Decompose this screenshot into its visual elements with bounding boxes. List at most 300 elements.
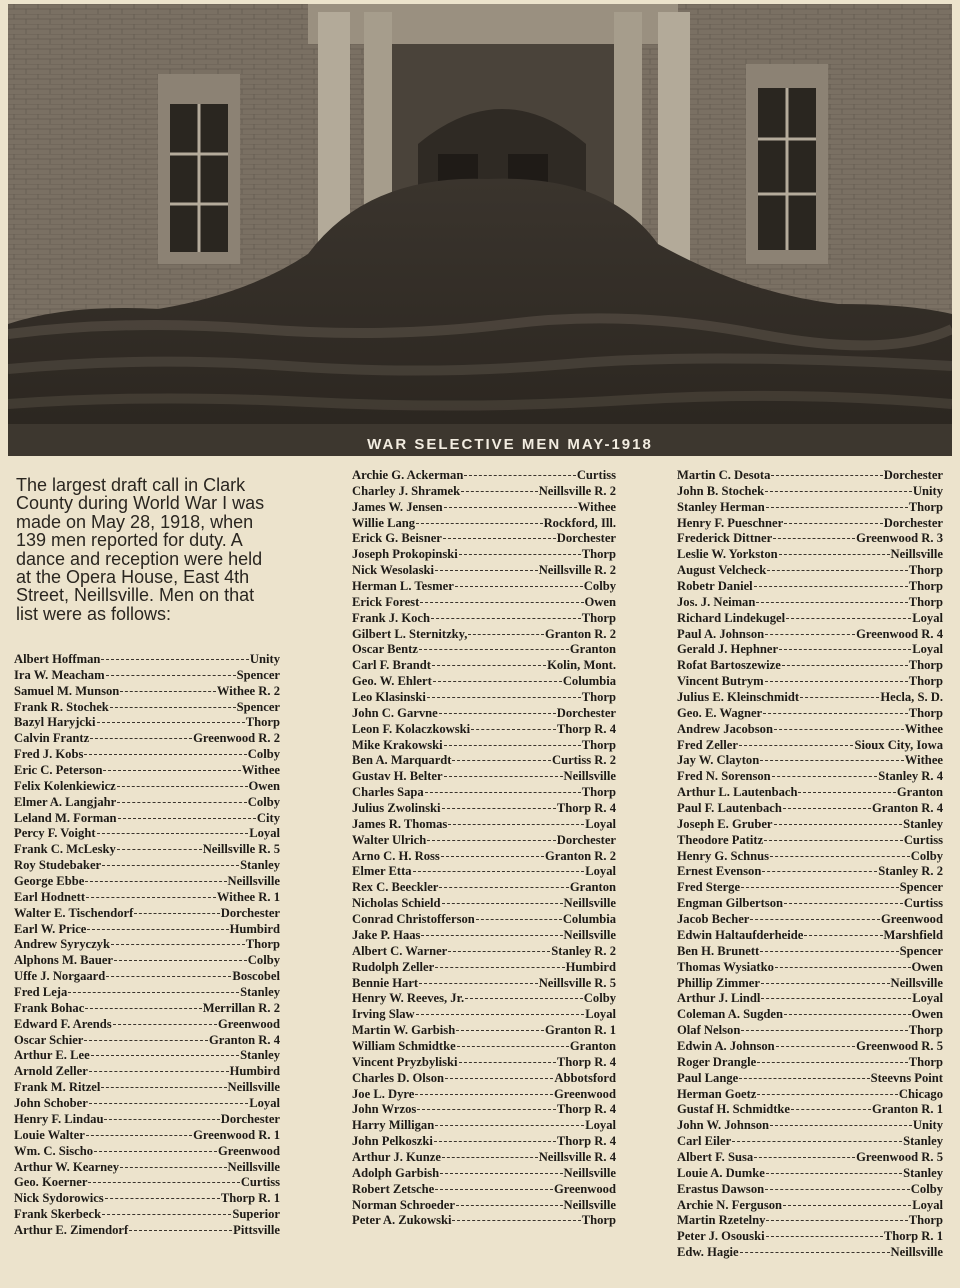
leader-dots [425,792,581,793]
person-name: Charles Sapa [352,785,424,800]
list-item [352,960,616,976]
leader-dots [775,967,911,968]
person-name: Herman L. Tesmer [352,579,454,594]
list-item [352,658,616,674]
list-item [352,801,616,817]
person-name: Robetr Daniel [677,579,753,594]
hometown: Greenwood [553,1086,616,1101]
person-name: Earl W. Price [14,921,87,936]
hometown: Loyal [912,642,943,657]
leader-dots [445,1078,553,1079]
hometown: Greenwood R. 5 [856,1149,943,1164]
leader-dots [434,1141,556,1142]
hometown: Kolin, Mont. [547,658,616,673]
leader-dots [766,507,908,508]
leader-dots [754,1157,855,1158]
list-item [677,658,943,674]
hometown: Dorchester [883,468,943,482]
person-name: Charley J. Shramek [352,483,461,498]
list-item [14,937,280,953]
person-name: Arno C. H. Ross [352,848,440,863]
list-item [352,785,616,801]
list-item [14,874,280,890]
list-item [677,864,943,880]
hometown: Colby [247,747,280,762]
list-item [14,811,280,827]
list-item [14,1223,280,1239]
person-name: Ben H. Brunett [677,943,760,958]
hometown: Neillsville [563,1197,616,1212]
list-item [352,484,616,500]
person-name: Wm. C. Sischo [14,1143,94,1158]
leader-dots [417,1109,556,1110]
hometown: Curtiss [576,468,616,482]
person-name: Leo Klasinski [352,690,426,705]
leader-dots [766,1236,883,1237]
list-item [14,985,280,1001]
hometown: Boscobel [232,969,280,984]
person-name: Leland M. Forman [14,810,117,825]
hometown: Owen [911,959,943,974]
hometown: Dorchester [220,1111,280,1126]
list-item [677,1023,943,1039]
person-name: Rex C. Beeckler [352,880,439,895]
hometown: Neillsville [563,1165,616,1180]
hometown: Rockford, Ill. [543,515,616,530]
leader-dots [427,697,581,698]
hometown: Stanley [240,985,280,1000]
person-name: William Schmidtke [352,1038,456,1053]
list-item [352,738,616,754]
leader-dots [452,1220,580,1221]
hometown: Granton [569,1038,616,1053]
person-name: Arthur L. Lautenbach [677,785,798,800]
leader-dots [760,951,898,952]
person-name: Percy F. Voight [14,826,96,841]
hometown: Neillsville [227,1080,280,1095]
list-item [677,817,943,833]
leader-dots [427,840,556,841]
list-item [352,817,616,833]
list-item [677,769,943,785]
leader-dots [771,475,882,476]
hometown: Steevns Point [870,1070,943,1085]
person-name: Earl Hodnett [14,889,86,904]
person-name: James W. Jensen [352,499,443,514]
person-name: Peter J. Osouski [677,1229,765,1244]
hometown: Granton [896,785,943,800]
list-item [14,890,280,906]
list-item [352,1055,616,1071]
leader-dots [435,967,564,968]
leader-dots [774,824,903,825]
leader-dots [444,776,563,777]
list-item [677,595,943,611]
person-name: Albert C. Warner [352,943,448,958]
person-name: Roy Studebaker [14,858,102,873]
list-item [677,484,943,500]
person-name: Olaf Nelson [677,1023,741,1038]
list-item [14,1096,280,1112]
list-item [677,722,943,738]
person-name: Nick Wesolaski [352,563,434,578]
person-name: Louie Walter [14,1127,85,1142]
leader-dots [764,840,903,841]
hometown: Neillsville R. 2 [538,483,616,498]
hometown: Spencer [899,880,943,895]
person-name: John B. Stochek [677,483,765,498]
person-name: Joseph Prokopinski [352,547,458,562]
person-name: Jake P. Haas [352,927,421,942]
person-name: Albert F. Susa [677,1149,754,1164]
hometown: Greenwood R. 2 [193,731,280,746]
person-name: Theodore Patitz [677,832,764,847]
person-name: Geo. E. Wagner [677,705,763,720]
leader-dots [763,713,908,714]
hometown: Colby [910,1181,943,1196]
person-name: Gustav H. Belter [352,769,443,784]
person-name: Henry W. Reeves, Jr. [352,991,465,1006]
person-name: Elmer Etta [352,864,412,879]
list-item [677,1166,943,1182]
list-item [352,611,616,627]
person-name: Henry F. Pueschner [677,515,784,530]
leader-dots [765,491,912,492]
list-item [677,1213,943,1229]
hometown: Granton [569,880,616,895]
person-name: Frank J. Koch [352,610,431,625]
leader-dots [101,659,249,660]
person-name: Walter Ulrich [352,832,427,847]
person-name: Frank M. Ritzel [14,1080,101,1095]
leader-dots [134,913,219,914]
hometown: Unity [249,652,280,666]
hometown: Curtiss [903,832,943,847]
hometown: Stanley [903,1134,943,1149]
leader-dots [103,770,240,771]
leader-dots [740,1252,890,1253]
hometown: Thorp [581,785,616,800]
list-item [352,1039,616,1055]
leader-dots [739,745,854,746]
person-name: Fred Sterge [677,880,741,895]
hometown: Neillsville R. 4 [538,1149,616,1164]
hometown: Humbird [229,921,280,936]
hometown: Humbird [229,1064,280,1079]
leader-dots [784,523,883,524]
list-item [14,1128,280,1144]
leader-dots [476,919,562,920]
list-item [14,922,280,938]
leader-dots [765,681,908,682]
person-name: Geo. Koerner [14,1175,88,1190]
leader-dots [442,903,563,904]
list-item [677,944,943,960]
leader-dots [441,856,544,857]
leader-dots [413,871,585,872]
hometown: Neillsville R. 5 [538,975,616,990]
list-item [14,1064,280,1080]
list-item [677,785,943,801]
list-item [677,1134,943,1150]
leader-dots [435,570,538,571]
leader-dots [440,1173,562,1174]
hometown: Neillsville [890,975,943,990]
hometown: Withee R. 2 [216,683,280,698]
leader-dots [459,554,581,555]
hometown: Thorp [908,594,943,609]
hometown: Colby [247,953,280,968]
list-item [352,896,616,912]
hometown: Withee [904,753,943,768]
hometown: Stanley [903,1165,943,1180]
hometown: Granton R. 4 [208,1032,280,1047]
hometown: Thorp [581,547,616,562]
list-item [352,769,616,785]
list-item [352,579,616,595]
list-item [14,842,280,858]
leader-dots [766,1173,902,1174]
list-item [677,1007,943,1023]
person-name: Joseph E. Gruber [677,816,773,831]
hometown: Greenwood [217,1143,280,1158]
leader-dots [439,887,568,888]
leader-dots [431,618,581,619]
hometown: Spencer [236,667,280,682]
hometown: Neillsville R. 2 [538,563,616,578]
person-name: Geo. W. Ehlert [352,674,432,689]
leader-dots [448,951,550,952]
person-name: Samuel M. Munson [14,683,120,698]
person-name: Paul F. Lautenbach [677,801,782,816]
person-name: Edwin Haltaufderheide [677,927,804,942]
leader-dots [739,1078,869,1079]
list-item [352,595,616,611]
list-item [352,563,616,579]
hometown: Colby [910,848,943,863]
list-item [677,1198,943,1214]
leader-dots [87,929,228,930]
person-name: Archie G. Ackerman [352,468,464,482]
list-item [677,1102,943,1118]
list-item [677,1229,943,1245]
person-name: Archie N. Ferguson [677,1197,783,1212]
leader-dots [732,1141,902,1142]
person-name: Irving Slaw [352,1007,415,1022]
leader-dots [741,887,899,888]
leader-dots [416,1014,585,1015]
person-name: Ira W. Meacham [14,667,105,682]
person-name: Jos. J. Neiman [677,594,756,609]
person-name: Julius E. Kleinschmidt [677,690,800,705]
leader-dots [89,1071,229,1072]
person-name: Robert Zetsche [352,1181,435,1196]
list-item [352,1102,616,1118]
hometown: Unity [912,483,943,498]
person-name: Frank C. McLesky [14,842,116,857]
hometown: Stanley R. 2 [878,864,943,879]
list-item [677,849,943,865]
leader-dots [800,697,879,698]
photo-caption: WAR SELECTIVE MEN MAY-1918 [367,436,653,453]
leader-dots [773,538,855,539]
list-item [352,706,616,722]
leader-dots [770,856,910,857]
leader-dots [442,1157,538,1158]
list-item [352,674,616,690]
hometown: Chicago [898,1086,943,1101]
hometown: Granton R. 1 [871,1102,943,1117]
hometown: Loyal [585,1118,616,1133]
hometown: Neillsville [563,896,616,911]
person-name: Alphons M. Bauer [14,953,114,968]
leader-dots [783,1205,911,1206]
hometown: Hecla, S. D. [880,690,943,705]
person-name: Martin Rzetelny [677,1213,766,1228]
person-name: Uffe J. Norgaard [14,969,106,984]
hometown: Granton R. 2 [544,848,616,863]
hometown: Humbird [565,959,616,974]
leader-dots [754,586,908,587]
person-name: Erick Forest [352,594,420,609]
hometown: Neillsville [563,769,616,784]
list-item [677,531,943,547]
person-name: Martin C. Desota [677,468,771,482]
leader-dots [85,1008,201,1009]
hometown: Curtiss [903,896,943,911]
list-item [352,468,616,484]
hometown: Merrillan R. 2 [202,1000,280,1015]
hometown: Withee [241,763,280,778]
list-item [677,1118,943,1134]
person-name: Gustaf H. Schmidtke [677,1102,791,1117]
person-name: Charles D. Olson [352,1070,445,1085]
person-name: Norman Schroeder [352,1197,455,1212]
leader-dots [86,897,216,898]
person-name: Andrew Jacobson [677,721,773,736]
list-item [14,795,280,811]
hometown: Granton [569,642,616,657]
group-photograph [8,4,952,456]
person-name: Leon F. Kolaczkowski [352,721,471,736]
list-item [14,1080,280,1096]
list-item [677,690,943,706]
list-item [14,715,280,731]
person-name: Fred J. Kobs [14,747,84,762]
leader-dots [765,634,855,635]
hometown: Thorp R. 4 [556,1054,616,1069]
leader-dots [101,1087,226,1088]
hometown: Greenwood R. 3 [856,531,943,546]
leader-dots [85,881,226,882]
leader-dots [113,1024,217,1025]
hometown: Thorp R. 4 [556,1134,616,1149]
leader-dots [804,935,882,936]
list-item [352,1182,616,1198]
leader-dots [444,745,581,746]
person-name: Nick Sydorowics [14,1191,104,1206]
person-name: Erick G. Beisner [352,531,442,546]
person-name: Frederick Dittner [677,531,773,546]
hometown: Superior [232,1207,280,1222]
leader-dots [786,618,911,619]
person-name: Herman Goetz [677,1086,757,1101]
person-name: Edwin A. Johnson [677,1038,775,1053]
list-item [677,976,943,992]
list-item [14,668,280,684]
leader-dots [444,507,577,508]
leader-dots [90,738,192,739]
hometown: Loyal [912,610,943,625]
person-name: Paul A. Johnson [677,626,765,641]
hometown: Neillsville [890,547,943,562]
hometown: Withee [577,499,616,514]
leader-dots [468,634,544,635]
leader-dots [779,554,890,555]
leader-dots [84,1040,208,1041]
person-name: Louie A. Dumke [677,1165,765,1180]
person-name: Edward F. Arends [14,1016,112,1031]
list-item [352,627,616,643]
leader-dots [766,1220,907,1221]
leader-dots [120,1167,226,1168]
leader-dots [782,665,908,666]
list-item [677,500,943,516]
leader-dots [97,722,245,723]
hometown: Spencer [236,699,280,714]
person-name: August Velcheck [677,563,767,578]
group-photo-illustration [8,4,952,456]
hometown: Thorp R. 1 [883,1229,943,1244]
leader-dots [457,1046,569,1047]
hometown: Thorp [908,658,943,673]
person-name: Rudolph Zeller [352,959,435,974]
hometown: Thorp [581,690,616,705]
hometown: Neillsville R. 5 [202,842,280,857]
hometown: Owen [911,1007,943,1022]
person-name: John Wrzos [352,1102,417,1117]
person-name: Ben A. Marquardt [352,753,452,768]
person-name: Paul Lange [677,1070,739,1085]
list-item [14,1017,280,1033]
person-name: Peter A. Zukowski [352,1213,452,1228]
person-name: Conrad Christofferson [352,912,475,927]
hometown: Abbotsford [554,1070,616,1085]
list-item [352,976,616,992]
list-item [352,690,616,706]
person-name: Felix Kolenkiewicz [14,778,116,793]
hometown: Dorchester [220,905,280,920]
hometown: Dorchester [556,531,616,546]
person-name: Henry F. Lindau [14,1111,104,1126]
hometown: Dorchester [556,705,616,720]
list-item [677,960,943,976]
list-item [352,1023,616,1039]
hometown: Pittsville [233,1222,280,1237]
list-item [352,880,616,896]
list-item [677,1182,943,1198]
hometown: Neillsville [890,1245,943,1260]
leader-dots [416,523,542,524]
leader-dots [102,865,239,866]
person-name: Rofat Bartoszewize [677,658,781,673]
hometown: Dorchester [556,832,616,847]
person-name: Oscar Bentz [352,642,418,657]
hometown: Owen [248,778,280,793]
list-item [677,579,943,595]
hometown: Withee [904,721,943,736]
person-name: Calvin Frantz [14,731,90,746]
